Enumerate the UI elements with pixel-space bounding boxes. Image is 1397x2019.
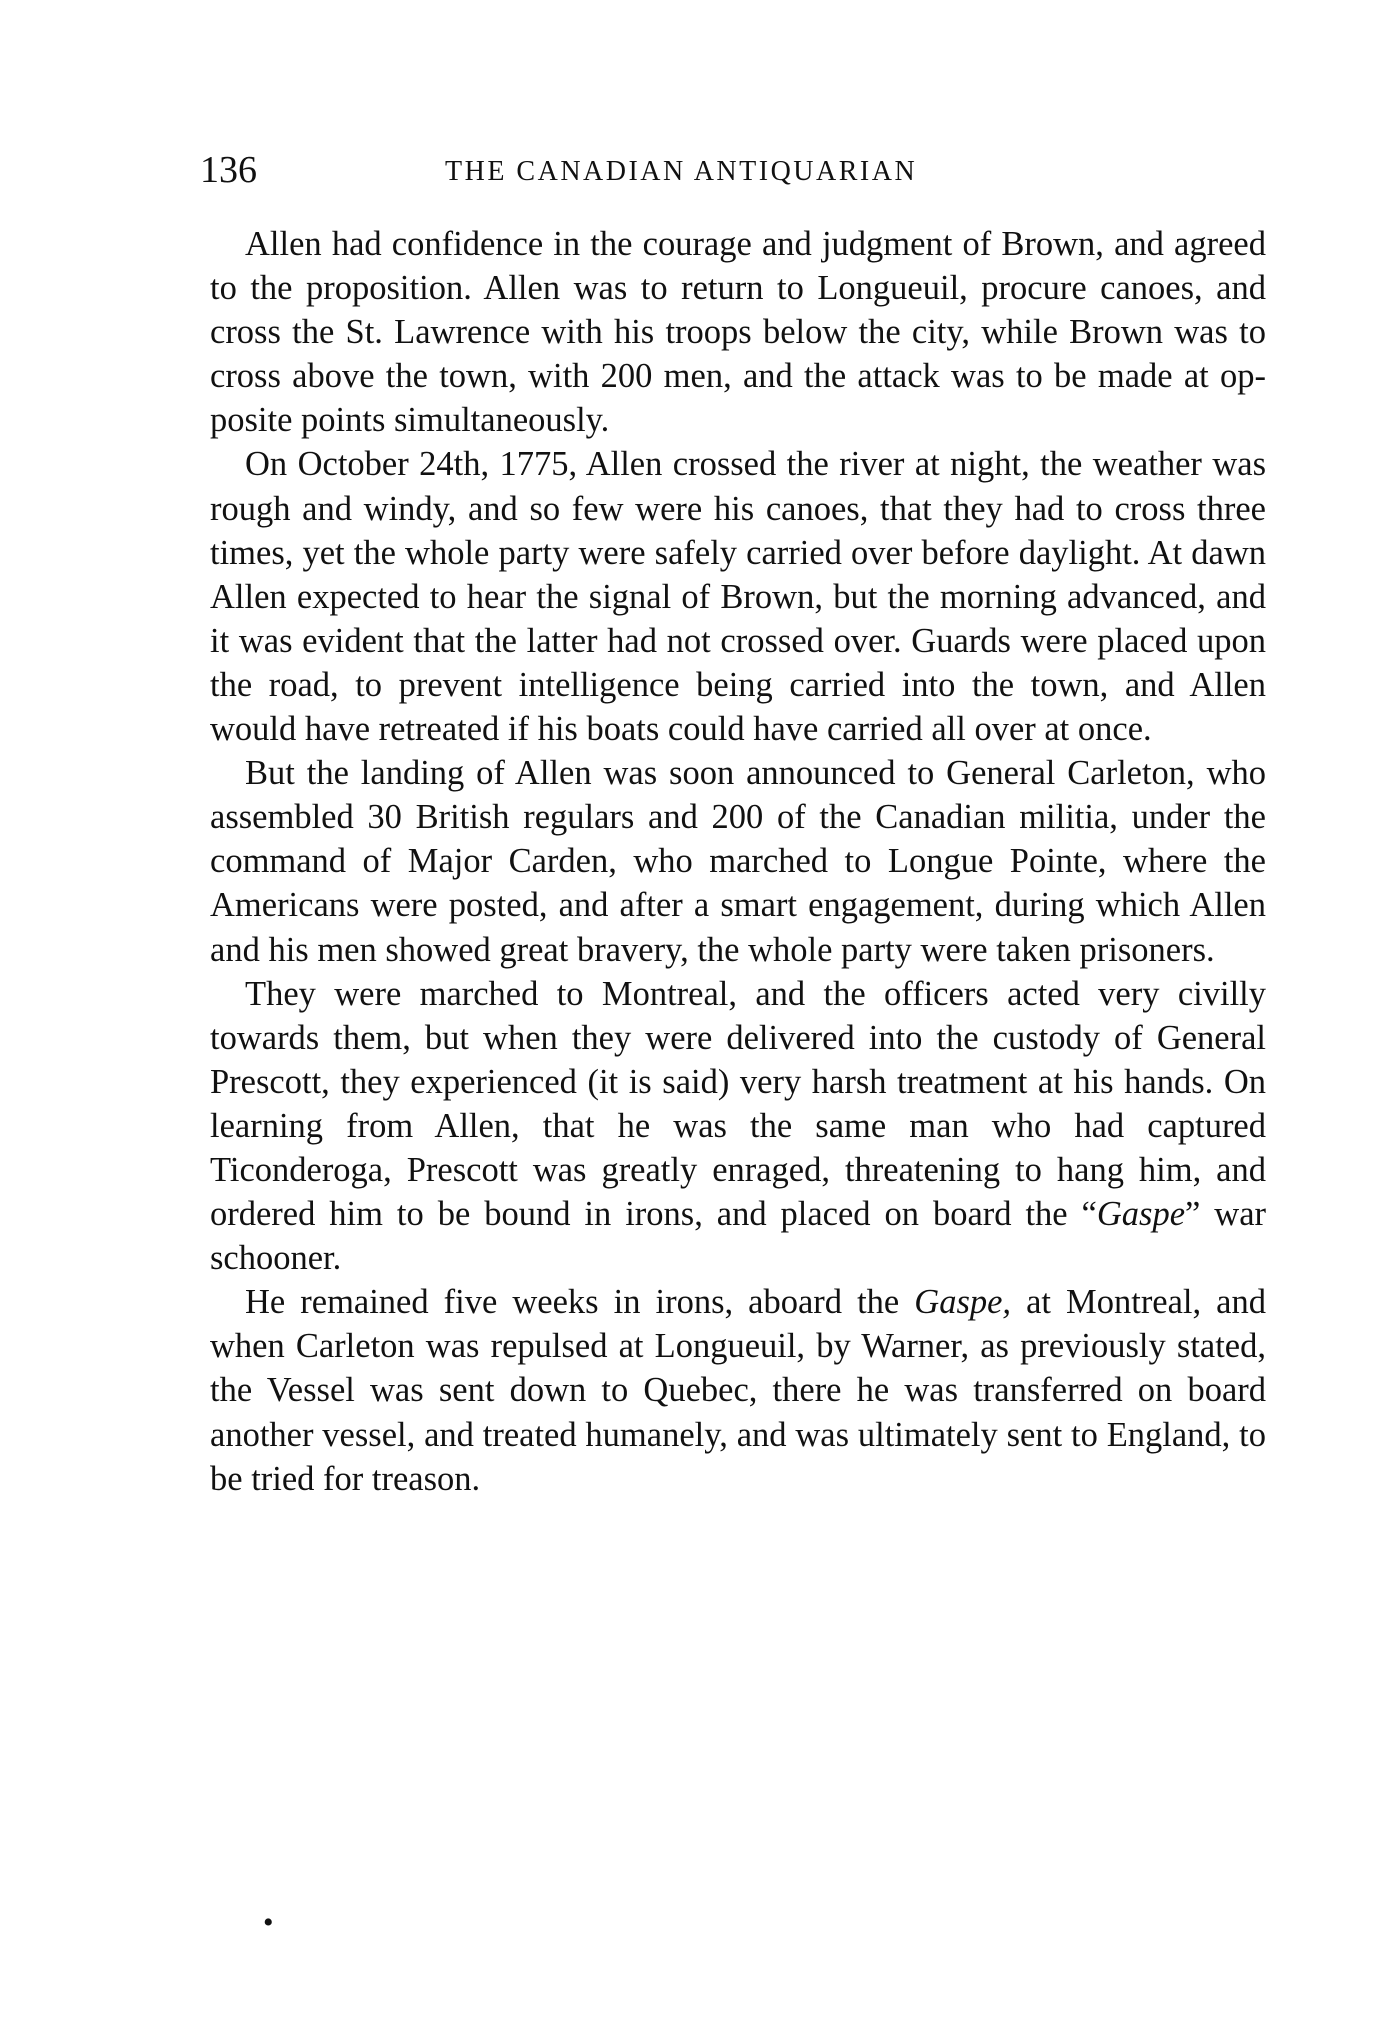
paragraph-2: On October 24th, 1775, Allen crossed the river at night, the weather was rough and windy, and so few were his canoes, that they had to cross three times, yet the whole party were safely carried over before daylight. At dawn Allen expected to hear the signal of Brown, but the morning advanced, and it was evident that the latter had not crossed over. Guards were placed upon the road, to prevent intelligence being carried into the town, and Allen would have retreated if his boats could have carried all over at once. [210,445,1266,749]
body-text [210,222,1266,1501]
paragraph-5-text-after: at Montreal, and when Carleton was repulsed at Longueuil, by Warner, as previously stated, the Vessel was sent down to Quebec, there he was transferred on board another vessel, and treated humanely, and was ultimately sent to England, to be tried for treason. [210,1283,1266,1498]
running-title: THE CANADIAN ANTIQUARIAN [445,156,918,187]
paragraph-4-text-before: They were marched to Montreal, and the officers acted very civilly towards them, but when they were delivered into the custody of General Prescott, they experienced (it is said) very harsh treatment at his hands. On learning from Allen, that he was the same man who had captured Ticonderoga, Prescott was greatly enraged, threatening to hang him, and ordered him to be bound in irons, and placed on board the “ [210,974,1266,1234]
running-head [200,148,1256,192]
page-number: 136 [200,149,257,191]
ship-name-italic: Gaspe [1096,1195,1186,1234]
paragraph-4-text-after: ” war schooner. [210,1195,1267,1278]
paragraph-5-text-before: He remained five weeks in irons, aboard the [245,1283,915,1322]
paragraph-4 [210,972,1266,1281]
ship-name-italic-2: Gaspe, [914,1283,1012,1322]
paragraph-3: But the landing of Allen was soon announced to General Carleton, who assembled 30 British regulars and 200 of the Canadian militia, under the command of Major Carden, who marched to Longue Pointe, where the Americans were posted, and after a smart engagement, during which Allen and his men showed great bravery, the whole party were taken prisoners. [210,754,1266,969]
stray-ink-dot: • [263,1906,274,1939]
paragraph-5 [210,1280,1266,1500]
paragraph-1: Allen had confidence in the courage and judgment of Brown, and agreed to the proposition. Allen was to return to Longueuil, procure canoes, and cross the St. Lawrence with his troops below the city, while Brown was to cross above the town, with 200 men, and the attack was to be made at opposite points simultaneously. [210,225,1266,440]
